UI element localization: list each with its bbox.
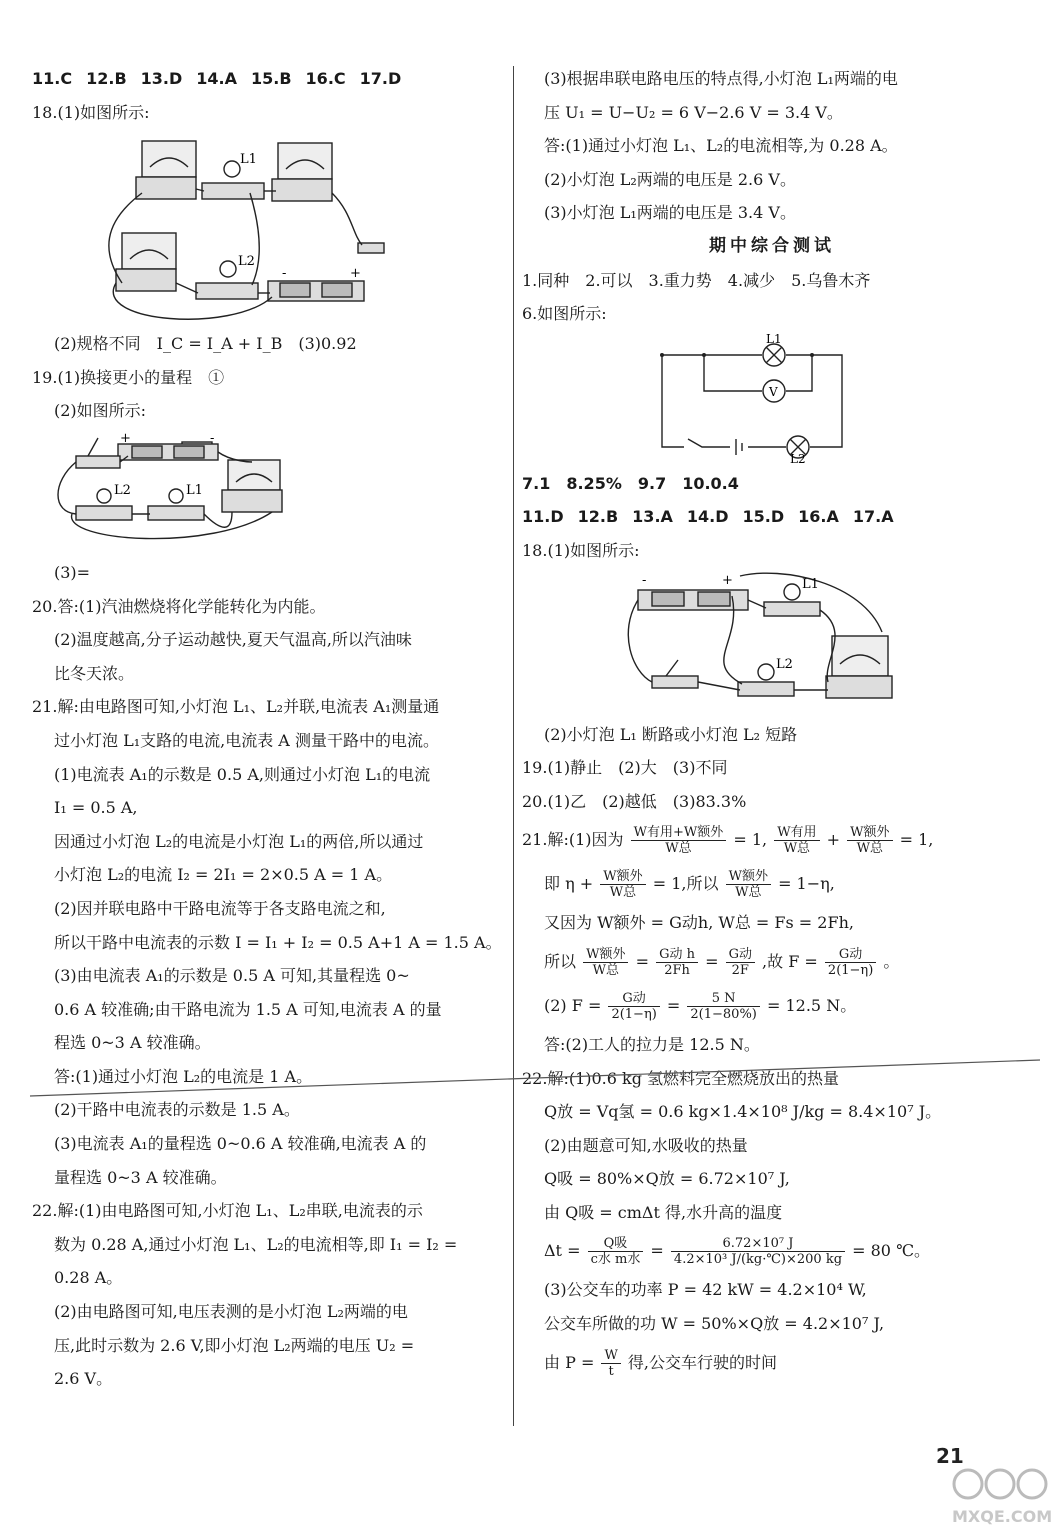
q21-line: I₁ = 0.5 A,: [54, 798, 138, 818]
q18-mid-label-minus: -: [642, 572, 647, 588]
q18-part2: (2)规格不同 I_C = I_A + I_B (3)0.92: [54, 334, 357, 354]
q18-label-minus: -: [282, 266, 287, 282]
q21-line: 0.6 A 较准确;由干路电流为 1.5 A 可知,电流表 A 的量: [54, 999, 442, 1019]
q22-mid-line: (3)公交车的功率 P = 42 kW = 4.2×10⁴ W,: [544, 1280, 867, 1300]
q18-mid-title: 18.(1)如图所示:: [522, 540, 640, 560]
q22-mid-line: 22.解:(1)0.6 kg 氢燃料完全燃烧放出的热量: [522, 1068, 840, 1088]
q19-part2: (2)如图所示:: [54, 401, 147, 421]
q21-line: 量程选 0~3 A 较准确。: [54, 1167, 227, 1187]
q18-mid-label-l1: L1: [802, 576, 819, 592]
q6-label-v: V: [769, 384, 778, 399]
watermark-text: MXQE.COM: [952, 1507, 1053, 1526]
mc-answers-11-17-mid: 11.D 12.B 13.A 14.D 15.D 16.A 17.A: [522, 507, 894, 527]
q19-label-l1: L1: [186, 482, 203, 498]
fraction: $\frac{5 N}{2(1-80\%)}$: [687, 991, 759, 1022]
fraction: $\frac{\text{G动}}{2(1-\eta)}$: [825, 947, 876, 978]
fraction: $\frac{\text{Q吸}}{\text{c水 m水}}$: [588, 1236, 644, 1267]
q21-line: 程选 0~3 A 较准确。: [54, 1033, 211, 1053]
fraction: $\frac{\text{W有用+W额外}}{\text{W总}}$: [631, 825, 727, 856]
q22-line: 2.6 V。: [54, 1369, 113, 1389]
q20-line-3: 比冬天浓。: [54, 663, 135, 683]
fraction: $\frac{\text{G动 h}}{2Fh}$: [656, 947, 698, 978]
q21-line: (2)干路中电流表的示数是 1.5 A。: [54, 1100, 300, 1120]
mc-answers-11-17: 11.C 12.B 13.D 14.A 15.B 16.C 17.D: [32, 69, 402, 88]
left-column: [32, 62, 504, 1396]
q19-label-minus: -: [210, 430, 215, 446]
q6-label-l1: L1: [766, 331, 782, 346]
q21-mid-answer: 答:(2)工人的拉力是 12.5 N。: [544, 1034, 760, 1054]
watermark-logo: [950, 1458, 1053, 1528]
fraction: $\frac{\text{W有用}}{\text{W总}}$: [774, 825, 819, 856]
q22-line: 0.28 A。: [54, 1268, 123, 1288]
q6-label-l2: L2: [790, 451, 806, 466]
q22-mid-line: Q放 = Vq氢 = 0.6 kg×1.4×10⁸ J/kg = 8.4×10⁷ J。: [544, 1102, 942, 1122]
q19-label-plus: +: [120, 430, 131, 446]
q21-line: (3)电流表 A₁的量程选 0~0.6 A 较准确,电流表 A 的: [54, 1134, 427, 1154]
q21-mid-line-5: (2) F = $\frac{\text{G动}}{2(1-\eta)}$ = $\frac{5 N}{2(1-80\%)}$ = 12.5 N。: [544, 990, 857, 1022]
q22-line: (2)由电路图可知,电压表测的是小灯泡 L₂两端的电: [54, 1302, 408, 1322]
q22-mid-delta-t: Δt = $\frac{\text{Q吸}}{\text{c水 m水}}$ = $\frac{\text{6.72×10⁷ J}}{\text{4.2×10³ J/(kg·℃)×200 kg}}$ = 80 ℃。: [544, 1236, 930, 1268]
scan-artifact-line: [30, 1056, 1040, 1096]
fraction: $\frac{\text{G动}}{2F}$: [726, 947, 755, 978]
q18-label-plus: +: [350, 266, 361, 282]
q21-line: (2)因并联电路中干路电流等于各支路电流之和,: [54, 898, 386, 918]
q22-mid-line: Q吸 = 80%×Q放 = 6.72×10⁷ J,: [544, 1169, 790, 1189]
fraction: $\frac{\text{W额外}}{\text{W总}}$: [726, 869, 771, 900]
q22-cont-line: 答:(1)通过小灯泡 L₁、L₂的电流相等,为 0.28 A。: [544, 136, 898, 156]
q20-line-1: 20.答:(1)汽油燃烧将化学能转化为内能。: [32, 596, 326, 616]
fill-in-answers: 1.同种 2.可以 3.重力势 4.减少 5.乌鲁木齐: [522, 270, 871, 290]
q21-line: 所以干路中电流表的示数 I = I₁ + I₂ = 0.5 A+1 A = 1.5 A。: [54, 932, 502, 952]
q18-label-l1: L1: [240, 152, 257, 168]
q22-line: 压,此时示数为 2.6 V,即小灯泡 L₂两端的电压 U₂ =: [54, 1335, 415, 1355]
fraction: $\frac{\text{6.72×10⁷ J}}{\text{4.2×10³ J/(kg·℃)×200 kg}}$: [671, 1236, 845, 1267]
q19-part3: (3)=: [54, 562, 91, 582]
q18-mid-label-l2: L2: [776, 656, 793, 672]
q18-mid-part2: (2)小灯泡 L₁ 断路或小灯泡 L₂ 短路: [544, 724, 798, 744]
q21-line: 答:(1)通过小灯泡 L₂的电流是 1 A。: [54, 1066, 313, 1086]
page-number: 21: [936, 1444, 964, 1468]
fraction: $\frac{\text{W额外}}{\text{W总}}$: [583, 947, 628, 978]
q21-line: 过小灯泡 L₁支路的电流,电流表 A 测量干路中的电流。: [54, 730, 439, 750]
q6-title: 6.如图所示:: [522, 304, 607, 324]
fraction: $\frac{W}{t}$: [601, 1348, 620, 1379]
q19-part1: 19.(1)换接更小的量程 ①: [32, 367, 225, 387]
q22-cont-line: (2)小灯泡 L₂两端的电压是 2.6 V。: [544, 169, 796, 189]
q22-line: 22.解:(1)由电路图可知,小灯泡 L₁、L₂串联,电流表的示: [32, 1201, 423, 1221]
q22-line: 数为 0.28 A,通过小灯泡 L₁、L₂的电流相等,即 I₁ = I₂ =: [54, 1234, 458, 1254]
q18-mid-circuit-figure: [622, 572, 922, 714]
q18-mid-label-plus: +: [722, 572, 733, 588]
q21-line: 因通过小灯泡 L₂的电流是小灯泡 L₁的两倍,所以通过: [54, 831, 424, 851]
q22-mid-line: (2)由题意可知,水吸收的热量: [544, 1135, 748, 1155]
q21-mid-line-1: 21.解:(1)因为 $\frac{\text{W有用+W额外}}{\text{W总}}$ = 1, $\frac{\text{W有用}}{\text{W总}}$ + $\frac{\text{W额外}}{\text{W总}}$ = 1,: [522, 825, 934, 857]
q19-circuit-figure: [32, 432, 332, 552]
q18-title: 18.(1)如图所示:: [32, 102, 150, 122]
q21-line: (1)电流表 A₁的示数是 0.5 A,则通过小灯泡 L₁的电流: [54, 764, 431, 784]
right-column: [522, 62, 1022, 1385]
q7-10-answers: 7.1 8.25% 9.7 10.0.4: [522, 473, 739, 493]
q22-mid-line: 公交车所做的功 W = 50%×Q放 = 4.2×10⁷ J,: [544, 1314, 885, 1334]
q20-mid: 20.(1)乙 (2)越低 (3)83.3%: [522, 791, 747, 811]
q19-mid: 19.(1)静止 (2)大 (3)不同: [522, 758, 728, 778]
fraction: $\frac{\text{G动}}{2(1-\eta)}$: [608, 991, 659, 1022]
q22-mid-line: 由 Q吸 = cmΔt 得,水升高的温度: [544, 1202, 783, 1222]
column-divider: [513, 66, 514, 1426]
fraction: $\frac{\text{W额外}}{\text{W总}}$: [600, 869, 645, 900]
q22-cont-line: 压 U₁ = U−U₂ = 6 V−2.6 V = 3.4 V。: [544, 102, 843, 122]
q21-mid-line-4: 所以 $\frac{\text{W额外}}{\text{W总}}$ = $\frac{\text{G动 h}}{2Fh}$ = $\frac{\text{G动}}{2F}$ ,故 F = $\frac{\text{G动}}{2(1-\eta)}$ 。: [544, 946, 900, 978]
q21-line: 小灯泡 L₂的电流 I₂ = 2I₁ = 2×0.5 A = 1 A。: [54, 865, 393, 885]
q21-mid-line-3: 又因为 W额外 = G动h, W总 = Fs = 2Fh,: [544, 913, 854, 933]
q18-label-l2: L2: [238, 254, 255, 270]
q18-circuit-figure: [32, 133, 361, 323]
fraction: $\frac{\text{W额外}}{\text{W总}}$: [847, 825, 892, 856]
section-title: 期中综合测试: [709, 235, 835, 256]
q22-cont-line: (3)根据串联电路电压的特点得,小灯泡 L₁两端的电: [544, 69, 898, 88]
q19-label-l2: L2: [114, 482, 131, 498]
q6-circuit-diagram: [632, 331, 932, 466]
q21-line: 21.解:由电路图可知,小灯泡 L₁、L₂并联,电流表 A₁测量通: [32, 697, 440, 717]
q22-mid-last-line: 由 P = $\frac{W}{t}$ 得,公交车行驶的时间: [544, 1347, 778, 1379]
q20-line-2: (2)温度越高,分子运动越快,夏天气温高,所以汽油味: [54, 630, 412, 650]
q21-mid-line-2: 即 η + $\frac{\text{W额外}}{\text{W总}}$ = 1,所以 $\frac{\text{W额外}}{\text{W总}}$ = 1−η,: [544, 869, 835, 901]
q22-cont-line: (3)小灯泡 L₁两端的电压是 3.4 V。: [544, 203, 796, 223]
q21-line: (3)由电流表 A₁的示数是 0.5 A 可知,其量程选 0~: [54, 966, 410, 986]
